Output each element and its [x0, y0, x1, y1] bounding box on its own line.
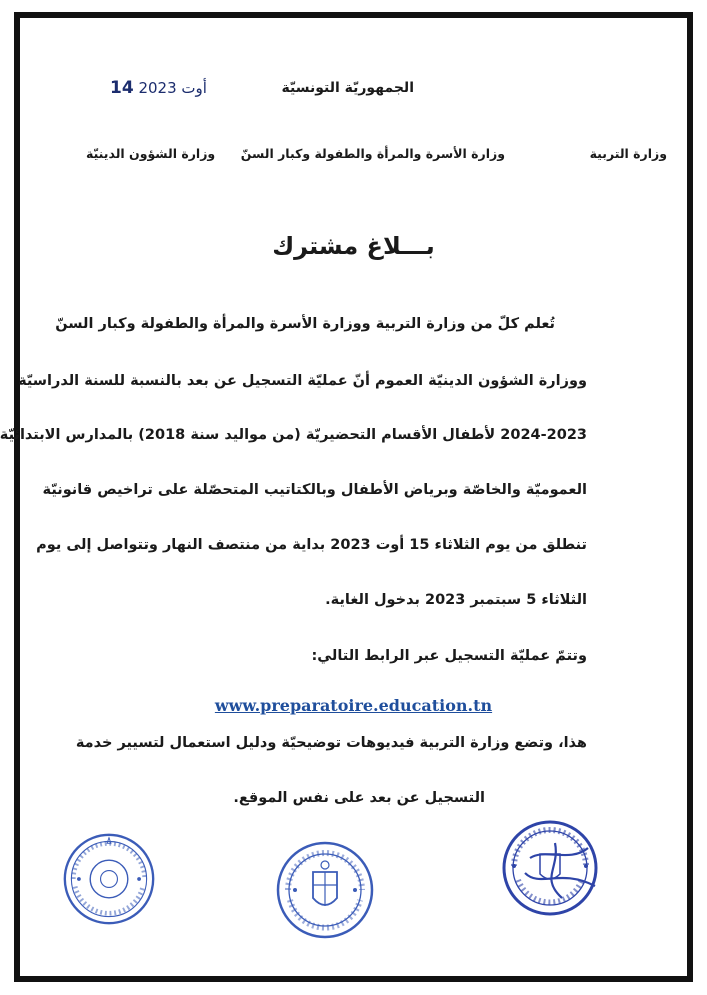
stamp-education-ministry — [500, 818, 604, 918]
body-line-6: الثلاثاء 5 سبتمبر 2023 بدخول الغاية. — [325, 592, 587, 608]
body-line-1: تُعلم كلّ من وزارة التربية ووزارة الأسرة والمرأة والطفولة وكبار السنّ — [55, 316, 555, 332]
date-rest: أوت 2023 — [138, 79, 207, 97]
ministry-education: وزارة التربية — [589, 146, 667, 161]
stamp-family-ministry — [275, 840, 375, 940]
body-line-4: العموميّة والخاصّة وبرياض الأطفال وبالكتاتيب المتحصّلة على تراخيص قانونيّة — [42, 482, 587, 498]
stamp-religious-affairs — [62, 832, 156, 926]
body-line-8: هذا، وتضع وزارة التربية فيديوهات توضيحيّة ودليل استعمال لتسيير خدمة — [75, 735, 587, 751]
body-line-2: ووزارة الشؤون الدينيّة العموم أنّ عمليّة التسجيل عن بعد بالنسبة للسنة الدراسيّة — [18, 373, 587, 389]
republic-header: الجمهوريّة التونسيّة — [281, 80, 414, 96]
date-day: 14 — [110, 78, 134, 98]
registration-link[interactable]: www.preparatoire.education.tn — [214, 696, 493, 715]
body-line-7: وتتمّ عمليّة التسجيل عبر الرابط التالي: — [311, 648, 587, 664]
ministry-family: وزارة الأسرة والمرأة والطفولة وكبار السنّ — [240, 146, 505, 161]
body-line-9: التسجيل عن بعد على نفس الموقع. — [233, 790, 485, 806]
body-line-3: 2024-2023 لأطفال الأقسام التحضيريّة (من مواليد سنة 2018) بالمدارس الابتدائيّة — [0, 427, 587, 443]
ministry-religious: وزارة الشؤون الدينيّة — [86, 146, 216, 161]
document-title: بـــلاغ مشترك — [272, 232, 435, 260]
document-date — [100, 78, 207, 98]
body-line-5: تنطلق من يوم الثلاثاء 15 أوت 2023 بداية من منتصف النهار وتتواصل إلى يوم — [36, 537, 587, 553]
